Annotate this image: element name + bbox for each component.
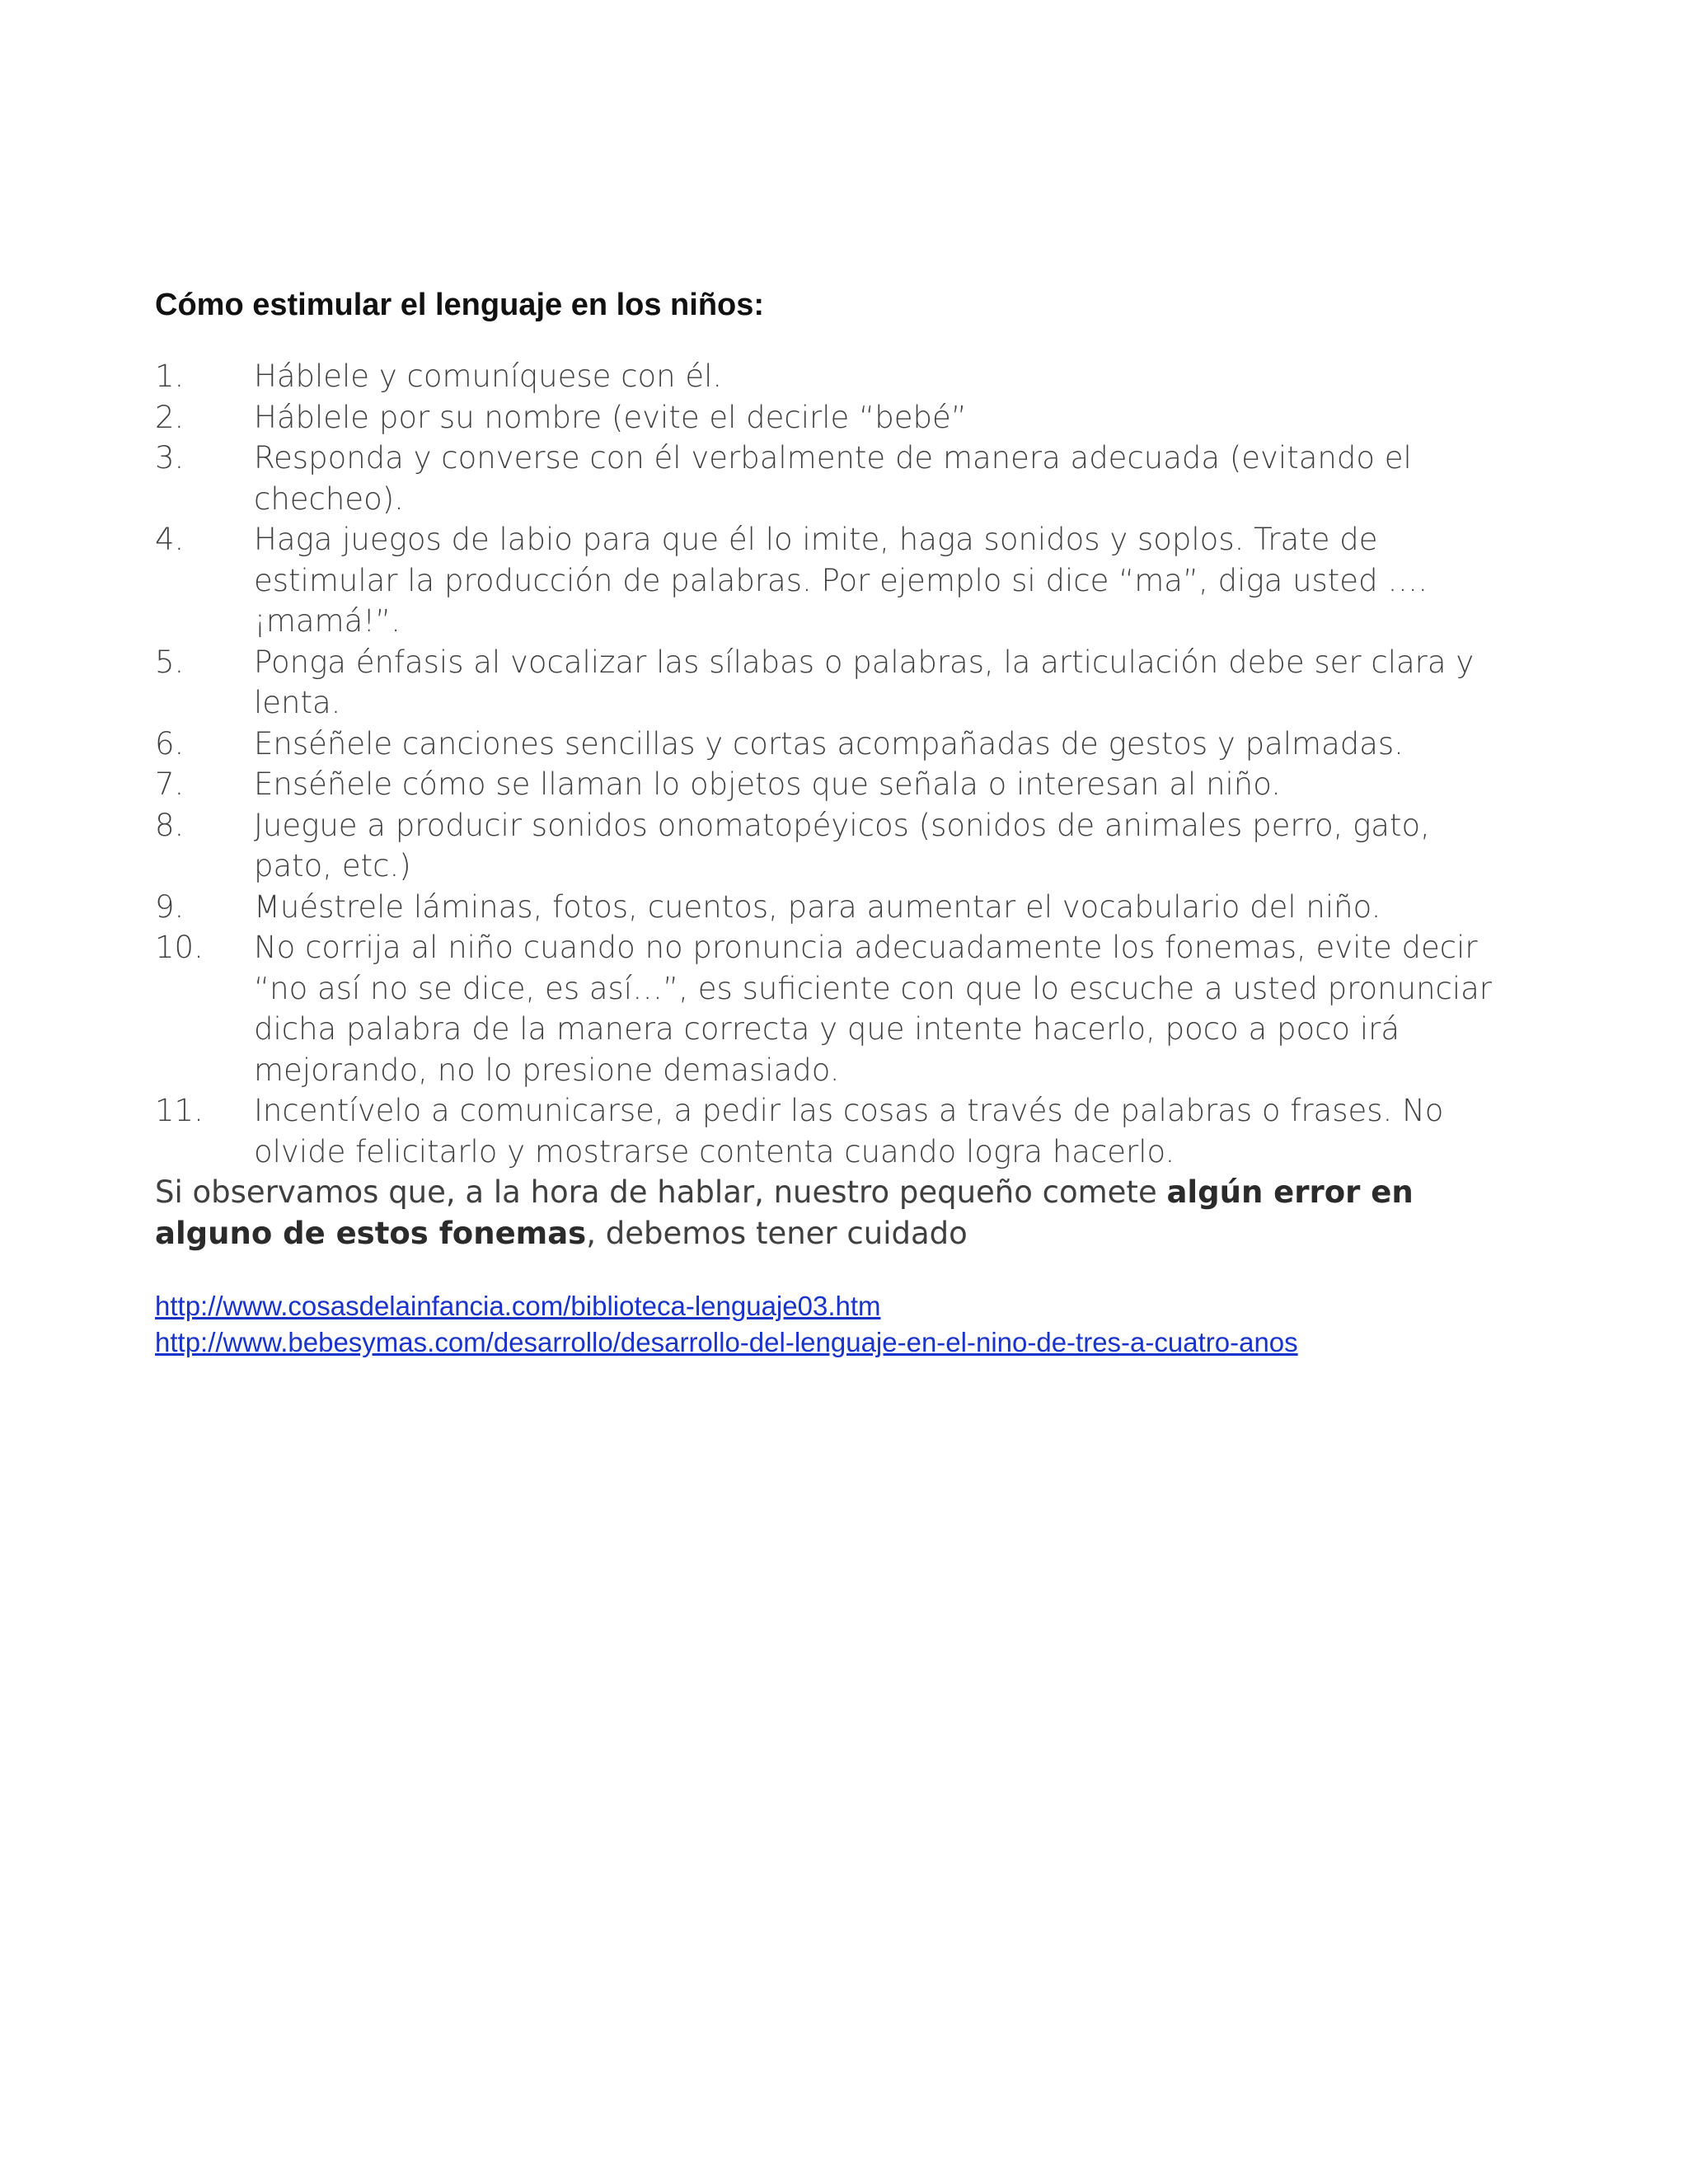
list-item: [155, 519, 1515, 642]
list-item-text: No corrija al niño cuando no pronuncia adecuadamente los fonemas, evite decir “no así no se dice, es así…”, es suficiente con que lo escuche a usted pronunciar dicha palabra de la manera correcta y que intente hacerlo, poco a poco irá mejorando, no lo presione demasiado.: [254, 930, 1493, 1088]
list-item-number: 6.: [155, 725, 185, 762]
list-item-text: Incentívelo a comunicarse, a pedir las cosas a través de palabras o frases. No olvide felicitarlo y mostrarse contenta cuando logra hacerlo.: [254, 1093, 1444, 1169]
list-item-number: 5.: [155, 644, 185, 680]
list-item-number: 1.: [155, 359, 185, 394]
list-item-text: Muéstrele láminas, fotos, cuentos, para aumentar el vocabulario del niño.: [254, 888, 1381, 925]
list-item-text: Responda y converse con él verbalmente de manera adecuada (evitando el checheo).: [254, 440, 1412, 517]
list-item-text: Háblele y comuníquese con él.: [254, 359, 723, 394]
list-item: [155, 764, 1515, 805]
list-item: [155, 927, 1515, 1090]
tips-list: [155, 356, 1515, 1172]
reference-link-cosasdelainfancia[interactable]: http://www.cosasdelainfancia.com/biblioteca-lenguaje03.htm: [155, 1291, 881, 1321]
list-item: [155, 397, 1515, 438]
list-item: [155, 1090, 1515, 1172]
list-item-text: Juegue a producir sonidos onomatopéyicos (sonidos de animales perro, gato, pato, etc.): [254, 807, 1430, 883]
list-item-number: 4.: [155, 522, 185, 557]
reference-links: [155, 1288, 1515, 1361]
closing-text-start: Si observamos que, a la hora de hablar, nuestro pequeño comete: [155, 1174, 1167, 1210]
list-item: [155, 438, 1515, 519]
list-item: [155, 887, 1515, 928]
list-item: [155, 642, 1515, 724]
list-item-text: Háblele por su nombre (evite el decirle “bebé”: [254, 399, 967, 435]
list-item-number: 10.: [155, 930, 204, 965]
list-item-number: 9.: [155, 888, 185, 925]
list-item-text: Enséñele cómo se llaman lo objetos que señala o interesan al niño.: [254, 766, 1282, 802]
list-item-number: 11.: [155, 1093, 204, 1128]
list-item: [155, 805, 1515, 887]
list-item-text: Haga juegos de labio para que él lo imite, haga sonidos y soplos. Trate de estimular la producción de palabras. Por ejemplo si dice “ma”, diga usted …. ¡mamá!”.: [254, 522, 1428, 639]
list-item-number: 7.: [155, 766, 185, 802]
reference-link-bebesymas[interactable]: http://www.bebesymas.com/desarrollo/desarrollo-del-lenguaje-en-el-nino-de-tres-a-cuatro-anos: [155, 1327, 1298, 1357]
document-title: Cómo estimular el lenguaje en los niños:: [155, 288, 765, 322]
closing-paragraph: [155, 1172, 1515, 1254]
list-item: [155, 356, 1515, 397]
closing-bold-text: algún error en alguno de estos fonemas: [155, 1174, 1414, 1251]
list-item-text: Enséñele canciones sencillas y cortas acompañadas de gestos y palmadas.: [254, 725, 1404, 762]
list-item-number: 2.: [155, 399, 185, 435]
list-item: [155, 724, 1515, 765]
list-item-number: 8.: [155, 807, 185, 843]
list-item-text: Ponga énfasis al vocalizar las sílabas o palabras, la articulación debe ser clara y lenta.: [254, 644, 1475, 720]
list-item-number: 3.: [155, 440, 185, 476]
document-body: [155, 285, 1515, 1361]
closing-text-end: , debemos tener cuidado: [586, 1215, 968, 1251]
